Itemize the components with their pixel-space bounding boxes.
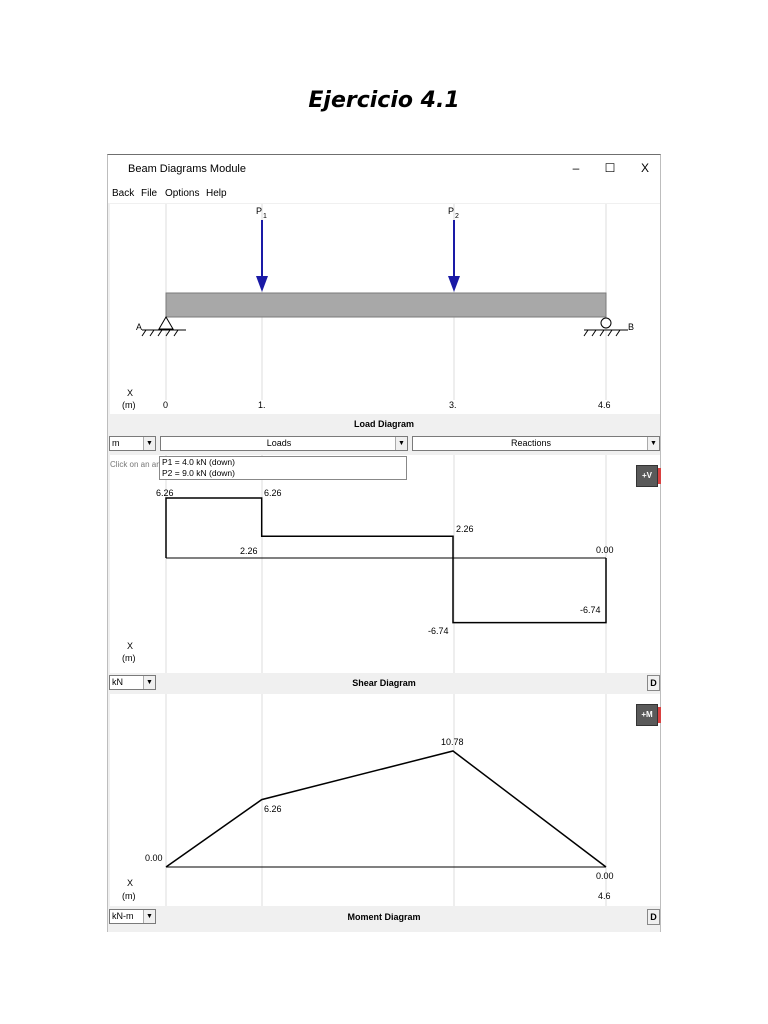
shear-sign-button[interactable]: +V — [636, 465, 658, 487]
loads-list-item-p1[interactable]: P1 = 4.0 kN (down) — [162, 457, 235, 467]
load-p1-sub: 1 — [263, 213, 267, 220]
loads-list[interactable] — [159, 456, 407, 480]
moment-x-label: X — [127, 878, 134, 888]
moment-unit-value: kN-m — [112, 911, 134, 921]
moment-label-start: 0.00 — [145, 853, 163, 863]
loads-list-item-p2[interactable]: P2 = 9.0 kN (down) — [162, 468, 235, 478]
support-b-label: B — [628, 322, 635, 332]
x-unit: (m) — [122, 400, 136, 410]
close-button[interactable]: X — [640, 161, 649, 175]
minimize-button[interactable]: – — [572, 161, 580, 175]
chevron-down-icon: ▼ — [647, 437, 659, 450]
force-unit-value: kN — [112, 677, 123, 687]
shear-label-p1-right: 2.26 — [240, 546, 258, 556]
tick-1: 1. — [258, 400, 266, 410]
maximize-button[interactable]: ☐ — [604, 161, 616, 175]
shear-x-unit: (m) — [122, 653, 136, 663]
tick-0: 0 — [163, 400, 169, 410]
shear-label-end: 0.00 — [596, 545, 614, 555]
shear-label-end-left: -6.74 — [580, 605, 601, 615]
shear-d-button[interactable]: D — [647, 675, 660, 691]
beam-diagrams-window — [107, 154, 661, 932]
chevron-down-icon: ▼ — [395, 437, 407, 450]
length-unit-select[interactable] — [109, 436, 156, 451]
moment-bar — [108, 907, 660, 927]
beam-canvas — [110, 204, 660, 414]
load-controls — [108, 434, 660, 454]
shear-line — [166, 498, 606, 623]
load-p1-label: P — [256, 206, 263, 216]
length-unit-value: m — [112, 438, 120, 448]
shear-label-start: 6.26 — [156, 488, 174, 498]
click-hint: Click on an ar — [110, 460, 159, 469]
shear-diagram-title: Shear Diagram — [352, 678, 416, 688]
load-p2-label: P — [448, 206, 455, 216]
chevron-down-icon: ▼ — [143, 910, 155, 923]
menu-file[interactable]: File — [141, 188, 158, 199]
tick-3: 3. — [449, 400, 457, 410]
moment-d-button[interactable]: D — [647, 909, 660, 925]
loads-select[interactable] — [160, 436, 408, 451]
support-a-label: A — [136, 322, 143, 332]
shear-label-p2-left: 2.26 — [456, 524, 474, 534]
reactions-select[interactable] — [412, 436, 660, 451]
moment-sign-button[interactable]: +M — [636, 704, 658, 726]
title-bar — [108, 155, 660, 185]
loads-select-value: Loads — [266, 438, 292, 448]
beam-panel — [110, 204, 660, 414]
moment-canvas — [110, 694, 660, 906]
moment-x-unit: (m) — [122, 891, 136, 901]
shear-canvas — [110, 455, 660, 673]
shear-x-label: X — [127, 641, 134, 651]
moment-end-tick: 4.6 — [598, 891, 611, 901]
tick-4-6: 4.6 — [598, 400, 611, 410]
shear-label-p1-left: 6.26 — [264, 488, 282, 498]
beam — [166, 293, 606, 317]
menu-bar — [108, 185, 660, 203]
chevron-down-icon: ▼ — [143, 676, 155, 689]
menu-options[interactable]: Options — [165, 188, 200, 199]
moment-line — [166, 751, 606, 867]
moment-label-end: 0.00 — [596, 871, 614, 881]
menu-back[interactable]: Back — [112, 188, 135, 199]
chevron-down-icon: ▼ — [143, 437, 155, 450]
moment-label-p1: 6.26 — [264, 804, 282, 814]
menu-help[interactable]: Help — [206, 188, 227, 199]
moment-panel — [110, 694, 660, 906]
load-p2-sub: 2 — [455, 213, 459, 220]
page-title: Ejercicio 4.1 — [308, 88, 460, 113]
moment-label-p2: 10.78 — [441, 737, 464, 747]
pin-support-a — [142, 317, 186, 336]
moment-diagram-title: Moment Diagram — [347, 912, 421, 922]
shear-bar — [108, 673, 660, 693]
load-diagram-bar — [108, 415, 660, 435]
shear-label-p2-right: -6.74 — [428, 626, 449, 636]
x-label: X — [127, 388, 134, 398]
load-diagram-title: Load Diagram — [353, 419, 414, 429]
shear-panel — [110, 455, 660, 673]
window-title: Beam Diagrams Module — [128, 163, 246, 175]
reactions-select-value: Reactions — [510, 438, 552, 448]
